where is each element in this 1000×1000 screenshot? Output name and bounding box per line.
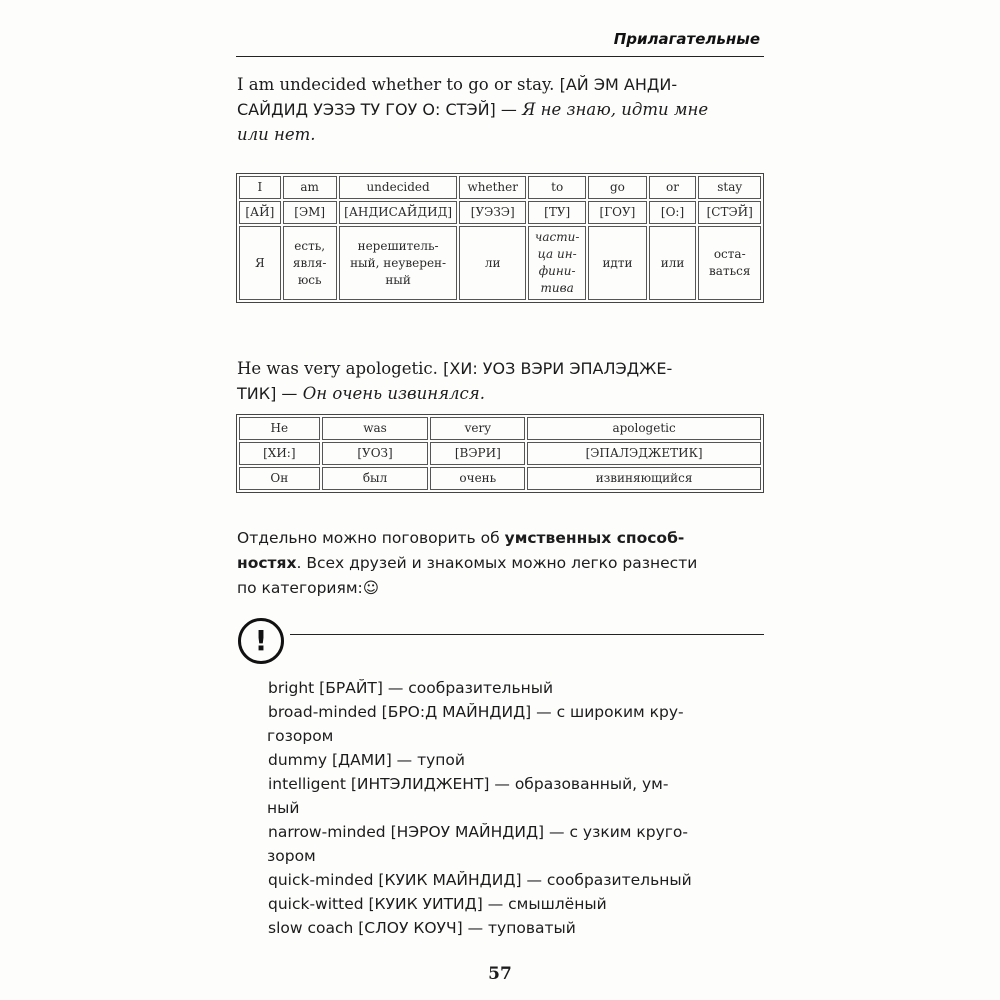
vocab-entry: [268, 700, 768, 748]
header-rule: [236, 56, 764, 57]
vocab-entry-line: dummy [ДАМИ] — тупой: [268, 751, 465, 769]
vocab-entry-line: intelligent [ИНТЭЛИДЖЕНТ] — образованный, ум-: [268, 775, 669, 793]
t2-cell: очень: [430, 467, 525, 490]
exclamation-circle-icon: !: [238, 618, 284, 664]
sentence-2-transcription-a: [ХИ: УОЗ ВЭРИ ЭПАЛЭДЖЕ-: [443, 359, 673, 378]
t2-cell: was: [322, 417, 429, 440]
page-number: 57: [488, 964, 512, 984]
sentence-1-transcription-b: САЙДИД УЭЗЭ ТУ ГОУ О: СТЭЙ] —: [237, 100, 517, 119]
t2-row: [239, 417, 761, 440]
intro-text-c: по категориям:☺: [237, 579, 379, 597]
t1-cell: [УЭЗЭ]: [459, 201, 526, 224]
vocab-entry-line: quick-witted [КУИК УИТИД] — смышлёный: [268, 895, 607, 913]
sentence-1-english: I am undecided whether to go or stay.: [237, 75, 555, 94]
intro-text-a: Отдельно можно поговорить об: [237, 529, 505, 547]
t1-row: [239, 201, 761, 224]
t1-cell: оста- ваться: [698, 226, 761, 300]
t1-cell: to: [528, 176, 586, 199]
t1-cell: есть, явля- юсь: [283, 226, 337, 300]
t1-cell: [ТУ]: [528, 201, 586, 224]
example-sentence-2: [237, 356, 765, 406]
t1-cell: [АНДИСАЙДИД]: [339, 201, 458, 224]
t1-cell: [ГОУ]: [588, 201, 646, 224]
t2-cell: [ХИ:]: [239, 442, 320, 465]
t2-cell: very: [430, 417, 525, 440]
t1-cell: I: [239, 176, 281, 199]
attention-rule: [290, 634, 764, 635]
vocab-entry: [268, 916, 768, 940]
t1-cell: whether: [459, 176, 526, 199]
vocabulary-list: [268, 676, 768, 940]
vocab-entry: [268, 772, 768, 820]
t1-cell: go: [588, 176, 646, 199]
sentence-2-english: He was very apologetic.: [237, 359, 438, 378]
t2-cell: Он: [239, 467, 320, 490]
vocab-entry: [268, 676, 768, 700]
running-header-title: Прилагательные: [613, 30, 760, 48]
t2-cell: извиняющийся: [527, 467, 761, 490]
t1-cell: [СТЭЙ]: [698, 201, 761, 224]
vocab-entry: [268, 868, 768, 892]
sentence-2-translation: Он очень извинялся.: [302, 384, 485, 403]
t1-cell: нерешитель- ный, неуверен- ный: [339, 226, 458, 300]
t1-cell: am: [283, 176, 337, 199]
vocab-entry-line: slow coach [СЛОУ КОУЧ] — туповатый: [268, 919, 576, 937]
t1-cell: идти: [588, 226, 646, 300]
t1-row: [239, 176, 761, 199]
t1-cell: части- ца ин- фини- тива: [528, 226, 586, 300]
sentence-2-transcription-b: ТИК] —: [237, 384, 298, 403]
vocab-entry-line: broad-minded [БРО:Д МАЙНДИД] — с широким кру-: [268, 703, 684, 721]
vocab-entry-continuation: гозором: [267, 727, 334, 745]
t2-row: [239, 467, 761, 490]
t2-cell: [ЭПАЛЭДЖЕТИК]: [527, 442, 761, 465]
t1-cell: undecided: [339, 176, 458, 199]
intro-bold-a: умственных способ-: [504, 529, 685, 547]
t1-cell: ли: [459, 226, 526, 300]
t1-cell: stay: [698, 176, 761, 199]
vocab-entry-line: quick-minded [КУИК МАЙНДИД] — сообразительный: [268, 871, 692, 889]
t2-cell: был: [322, 467, 429, 490]
vocab-entry: [268, 892, 768, 916]
intro-text-b: . Всех друзей и знакомых можно легко разнести: [296, 554, 698, 572]
sentence-1-translation-b: или нет.: [237, 125, 316, 144]
t2-row: [239, 442, 761, 465]
t2-cell: [ВЭРИ]: [430, 442, 525, 465]
example-sentence-1: [237, 72, 765, 147]
word-breakdown-table-1: [236, 173, 764, 303]
t1-cell: Я: [239, 226, 281, 300]
categories-intro: [237, 526, 765, 601]
t1-cell: [ЭМ]: [283, 201, 337, 224]
vocab-entry: [268, 820, 768, 868]
intro-bold-b: ностях: [237, 554, 297, 572]
t1-cell: [О:]: [649, 201, 697, 224]
t1-cell: [АЙ]: [239, 201, 281, 224]
t1-cell: или: [649, 226, 697, 300]
t2-cell: He: [239, 417, 320, 440]
sentence-1-translation-a: Я не знаю, идти мне: [522, 100, 709, 119]
t2-cell: apologetic: [527, 417, 761, 440]
vocab-entry-continuation: ный: [267, 799, 300, 817]
vocab-entry-line: bright [БРАЙТ] — сообразительный: [268, 679, 554, 697]
t1-row: [239, 226, 761, 300]
sentence-1-transcription-a: [АЙ ЭМ АНДИ-: [559, 75, 678, 94]
vocab-entry-line: narrow-minded [НЭРОУ МАЙНДИД] — с узким круго-: [268, 823, 688, 841]
t2-cell: [УОЗ]: [322, 442, 429, 465]
t1-cell: or: [649, 176, 697, 199]
vocab-entry: [268, 748, 768, 772]
vocab-entry-continuation: зором: [267, 847, 316, 865]
word-breakdown-table-2: [236, 414, 764, 493]
attention-marker: [238, 618, 766, 668]
